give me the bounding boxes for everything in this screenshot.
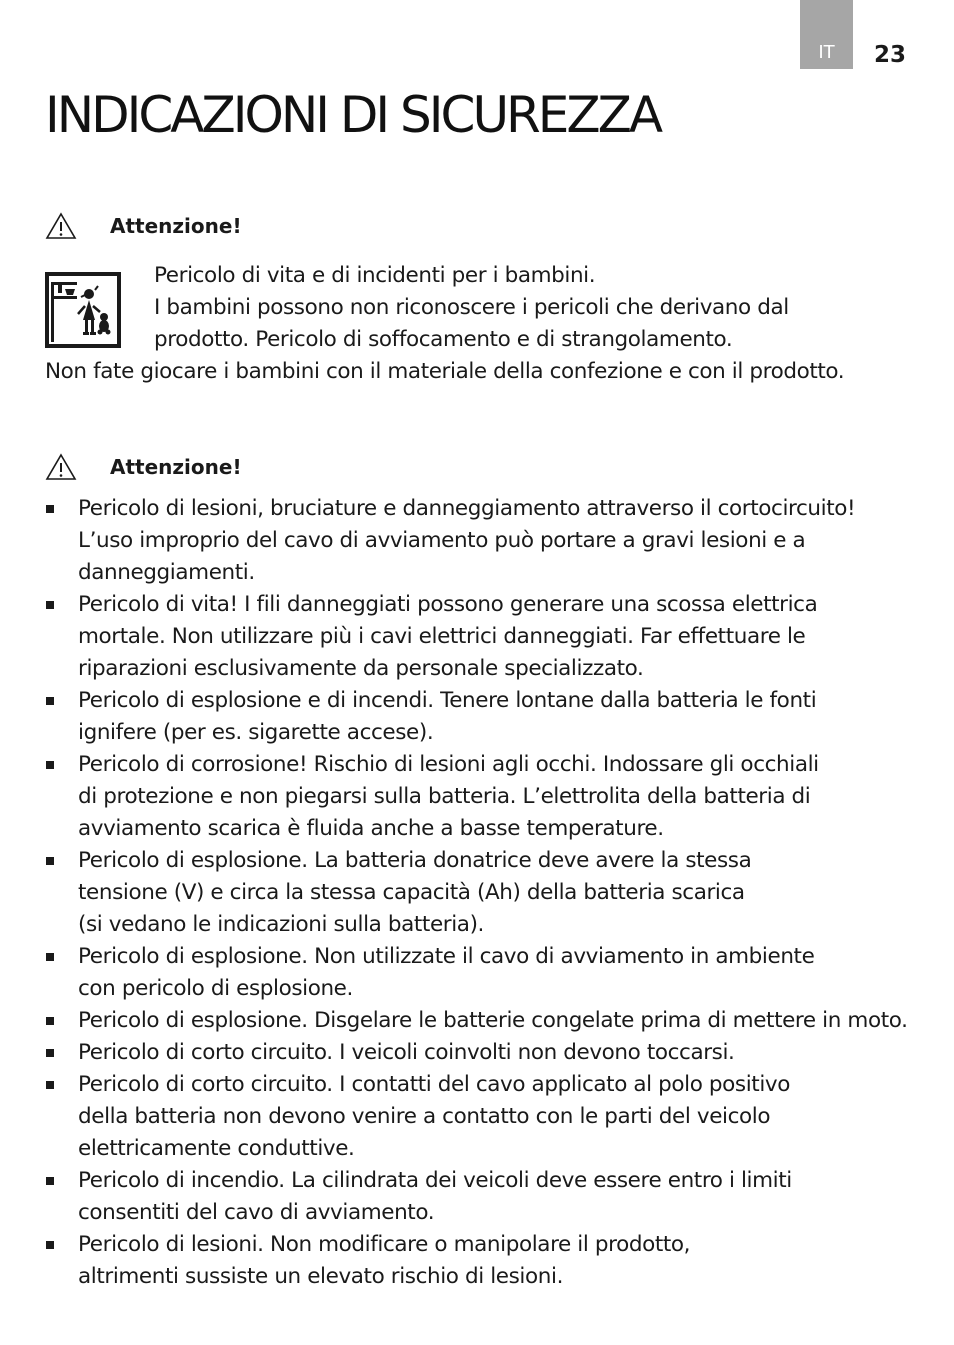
text-line: tensione (V) e circa la stessa capacità (Ah) della batteria scarica bbox=[78, 880, 745, 905]
bullet-square-icon bbox=[46, 505, 54, 513]
text-line: Pericolo di corto circuito. I veicoli coinvolti non devono toccarsi. bbox=[78, 1040, 735, 1065]
list-item bbox=[45, 845, 925, 941]
list-item-text bbox=[78, 589, 925, 685]
page-title: INDICAZIONI DI SICUREZZA bbox=[45, 86, 661, 144]
text-line: con pericolo di esplosione. bbox=[78, 976, 353, 1001]
bullet-square-icon bbox=[46, 857, 54, 865]
text-line: prodotto. Pericolo di soffocamento e di strangolamento. bbox=[154, 327, 733, 352]
warning-heading-1 bbox=[45, 212, 242, 240]
text-line: avviamento scarica è fluida anche a basse temperature. bbox=[78, 816, 664, 841]
warning-triangle-icon bbox=[45, 453, 77, 481]
list-item bbox=[45, 749, 925, 845]
hazard-list bbox=[45, 493, 925, 1293]
text-line: Pericolo di vita! I fili danneggiati possono generare una scossa elettrica bbox=[78, 592, 818, 617]
list-item bbox=[45, 589, 925, 685]
list-item bbox=[45, 941, 925, 1005]
list-item-text bbox=[78, 1005, 925, 1037]
text-line: Pericolo di vita e di incidenti per i bambini. bbox=[154, 263, 596, 288]
text-line: Pericolo di lesioni. Non modificare o manipolare il prodotto, bbox=[78, 1232, 691, 1257]
list-item-text bbox=[78, 1037, 925, 1069]
child-hazard-icon bbox=[45, 272, 121, 348]
text-line: L’uso improprio del cavo di avviamento può portare a gravi lesioni e a bbox=[78, 528, 806, 553]
bullet-square-icon bbox=[46, 601, 54, 609]
warning-label: Attenzione! bbox=[110, 214, 242, 238]
text-line: riparazioni esclusivamente da personale specializzato. bbox=[78, 656, 644, 681]
bullet-square-icon bbox=[46, 1177, 54, 1185]
list-item bbox=[45, 1165, 925, 1229]
list-item bbox=[45, 685, 925, 749]
text-line: Pericolo di incendio. La cilindrata dei veicoli deve essere entro i limiti bbox=[78, 1168, 792, 1193]
list-item-text bbox=[78, 749, 925, 845]
text-line: ignifere (per es. sigarette accese). bbox=[78, 720, 434, 745]
text-line: danneggiamenti. bbox=[78, 560, 255, 585]
bullet-square-icon bbox=[46, 1241, 54, 1249]
list-item bbox=[45, 1005, 925, 1037]
text-line: Pericolo di esplosione. La batteria donatrice deve avere la stessa bbox=[78, 848, 752, 873]
list-item bbox=[45, 1069, 925, 1165]
text-line: Pericolo di corto circuito. I contatti del cavo applicato al polo positivo bbox=[78, 1072, 790, 1097]
warning-heading-2 bbox=[45, 453, 242, 481]
bullet-square-icon bbox=[46, 1017, 54, 1025]
text-line: Pericolo di esplosione. Disgelare le batterie congelate prima di mettere in moto. bbox=[78, 1008, 908, 1033]
child-warning-text bbox=[154, 260, 789, 356]
list-item bbox=[45, 1229, 925, 1293]
bullet-square-icon bbox=[46, 953, 54, 961]
text-line: mortale. Non utilizzare più i cavi elettrici danneggiati. Far effettuare le bbox=[78, 624, 806, 649]
list-item-text bbox=[78, 1165, 925, 1229]
list-item-text bbox=[78, 1229, 925, 1293]
list-item-text bbox=[78, 1069, 925, 1165]
list-item-text bbox=[78, 845, 925, 941]
text-line: Pericolo di lesioni, bruciature e danneggiamento attraverso il cortocircuito! bbox=[78, 496, 856, 521]
bullet-square-icon bbox=[46, 761, 54, 769]
warning-triangle-icon bbox=[45, 212, 77, 240]
list-item-text bbox=[78, 685, 925, 749]
text-line: della batteria non devono venire a contatto con le parti del veicolo bbox=[78, 1104, 771, 1129]
list-item bbox=[45, 493, 925, 589]
list-item-text bbox=[78, 941, 925, 1005]
text-line: elettricamente conduttive. bbox=[78, 1136, 355, 1161]
language-tab: IT bbox=[800, 0, 853, 69]
warning-label: Attenzione! bbox=[110, 455, 242, 479]
bullet-square-icon bbox=[46, 1081, 54, 1089]
list-item-text bbox=[78, 493, 925, 589]
child-warning-last-line: Non fate giocare i bambini con il materiale della confezione e con il prodotto. bbox=[45, 359, 845, 384]
text-line: di protezione e non piegarsi sulla batteria. L’elettrolita della batteria di bbox=[78, 784, 811, 809]
list-item bbox=[45, 1037, 925, 1069]
text-line: Pericolo di esplosione e di incendi. Tenere lontane dalla batteria le fonti bbox=[78, 688, 817, 713]
text-line: consentiti del cavo di avviamento. bbox=[78, 1200, 435, 1225]
text-line: altrimenti sussiste un elevato rischio di lesioni. bbox=[78, 1264, 563, 1289]
text-line: Pericolo di corrosione! Rischio di lesioni agli occhi. Indossare gli occhiali bbox=[78, 752, 819, 777]
text-line: I bambini possono non riconoscere i pericoli che derivano dal bbox=[154, 295, 789, 320]
bullet-square-icon bbox=[46, 697, 54, 705]
text-line: (si vedano le indicazioni sulla batteria). bbox=[78, 912, 484, 937]
bullet-square-icon bbox=[46, 1049, 54, 1057]
text-line: Pericolo di esplosione. Non utilizzate il cavo di avviamento in ambiente bbox=[78, 944, 815, 969]
page-number: 23 bbox=[874, 42, 907, 68]
